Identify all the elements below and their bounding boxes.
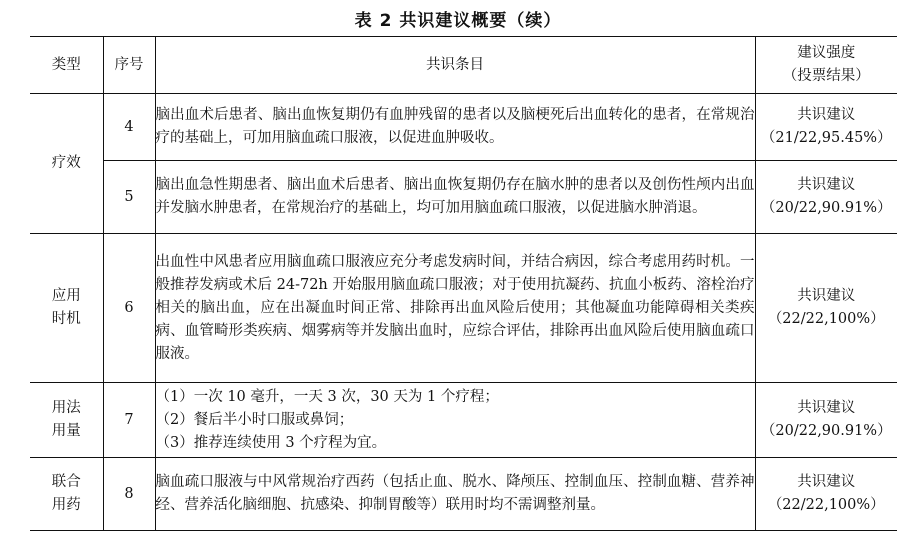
type-usage-line1: 用法 [51,400,81,416]
type-efficacy: 疗效 [30,94,103,234]
table-row [30,383,897,458]
usage-line-1: （1）一次 10 毫升，一天 3 次，30 天为 1 个疗程； [155,388,499,405]
consensus-text: 脑血疏口服液与中风常规治疗西药（包括止血、脱水、降颅压、控制血压、控制血糖、营养神经、营养活化脑细胞、抗感染、抑制胃酸等）联用时均不需调整剂量。 [155,458,755,531]
row-number: 8 [103,458,155,531]
header-item: 共识条目 [155,37,755,94]
strength-label: 共识建议 [797,107,856,123]
usage-line-3: （3）推荐连续使用 3 个疗程为宜。 [155,434,387,451]
consensus-text: 脑出血急性期患者、脑出血术后患者、脑出血恢复期仍存在脑水肿的患者以及创伤性颅内出血并发脑水肿患者，在常规治疗的基础上，均可加用脑血疏口服液，以促进脑水肿消退。 [155,161,755,234]
table-row [30,161,897,234]
row-number: 6 [103,234,155,383]
vote-result: （20/22,90.91%） [760,423,892,439]
consensus-text: 脑出血术后患者、脑出血恢复期仍有血肿残留的患者以及脑梗死后出血转化的患者，在常规治疗的基础上，可加用脑血疏口服液，以促进血肿吸收。 [155,94,755,161]
header-row [30,37,897,94]
type-timing [30,234,103,383]
consensus-text: 出血性中风患者应用脑血疏口服液应充分考虑发病时间，并结合病因，综合考虑用药时机。一般推荐发病或术后 24-72h 开始服用脑血疏口服液；对于使用抗凝药、抗血小板药、溶栓治疗相关的脑出血，应在出凝血时间正常、排除再出血风险后使用；其他凝血功能障碍相关类疾病、血管畸形类疾病、烟雾病等并发脑出血时，应综合评估，排除再出血风险后使用脑血疏口服液。 [155,234,755,383]
vote-result: （22/22,100%） [767,311,885,327]
table-row [30,94,897,161]
header-strength [755,37,897,94]
strength-label: 共识建议 [797,474,856,490]
header-strength-line1: 建议强度 [797,45,856,61]
type-usage-line2: 用量 [51,423,81,439]
usage-line-2: （2）餐后半小时口服或鼻饲； [155,411,354,428]
vote-result: （21/22,95.45%） [760,130,892,146]
row-number: 7 [103,383,155,458]
strength-cell [755,161,897,234]
type-timing-line2: 时机 [51,311,81,327]
vote-result: （20/22,90.91%） [760,200,892,216]
strength-cell [755,94,897,161]
vote-result: （22/22,100%） [767,497,885,513]
strength-label: 共识建议 [797,288,856,304]
row-number: 5 [103,161,155,234]
strength-cell [755,234,897,383]
strength-cell [755,383,897,458]
strength-label: 共识建议 [797,400,856,416]
header-type: 类型 [30,37,103,94]
type-usage [30,383,103,458]
consensus-table [30,36,897,531]
row-number: 4 [103,94,155,161]
type-timing-line1: 应用 [51,288,81,304]
type-combination-line1: 联合 [51,474,81,490]
header-number: 序号 [103,37,155,94]
strength-cell [755,458,897,531]
table-row [30,234,897,383]
type-combination-line2: 用药 [51,497,81,513]
table-title: 表 2 共识建议概要（续） [354,11,562,31]
header-strength-line2: （投票结果） [782,68,870,84]
table-row [30,458,897,531]
strength-label: 共识建议 [797,177,856,193]
type-combination [30,458,103,531]
consensus-text [155,383,755,458]
